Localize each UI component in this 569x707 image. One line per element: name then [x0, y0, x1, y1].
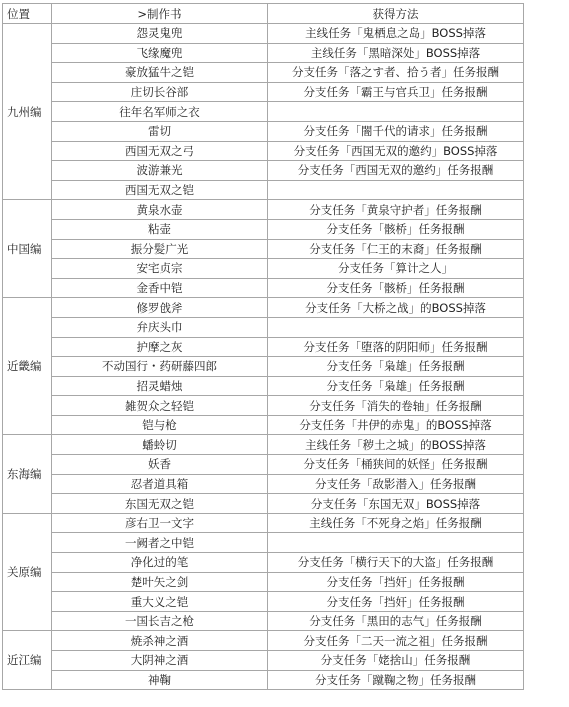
table-body	[3, 24, 524, 690]
method-cell: 分支任务「枭雄」任务报酬	[268, 357, 524, 377]
table-row	[3, 611, 524, 631]
item-cell: 神鞠	[52, 670, 268, 690]
table-row	[3, 592, 524, 612]
item-cell: 修罗戗斧	[52, 298, 268, 318]
method-cell: 主线任务「秽土之城」的BOSS掉落	[268, 435, 524, 455]
table-row	[3, 161, 524, 181]
method-cell: 分支任务「蹴鞠之物」任务报酬	[268, 670, 524, 690]
table-row	[3, 435, 524, 455]
item-cell: 妖香	[52, 455, 268, 475]
item-cell: 焼杀神之酒	[52, 631, 268, 651]
table-row	[3, 63, 524, 83]
method-cell: 主线任务「黑暗深处」BOSS掉落	[268, 43, 524, 63]
method-cell: 分支任务「落之す者、拾う者」任务报酬	[268, 63, 524, 83]
item-cell: 黄泉水壶	[52, 200, 268, 220]
method-cell: 主线任务「不死身之焰」任务报酬	[268, 513, 524, 533]
method-cell: 分支任务「二天一流之祖」任务报酬	[268, 631, 524, 651]
region-cell: 近畿编	[3, 298, 52, 435]
method-cell: 分支任务「挡奸」任务报酬	[268, 592, 524, 612]
method-cell: 分支任务「算计之人」	[268, 259, 524, 279]
table-row	[3, 651, 524, 671]
item-cell: 铠与枪	[52, 415, 268, 435]
table-row	[3, 102, 524, 122]
table-row	[3, 200, 524, 220]
item-cell: 彦右卫一文字	[52, 513, 268, 533]
table-row	[3, 415, 524, 435]
item-cell: 大阴神之酒	[52, 651, 268, 671]
item-cell: 东国无双之铠	[52, 494, 268, 514]
header-row	[3, 4, 524, 24]
table-row	[3, 396, 524, 416]
item-cell: 一阙者之中铠	[52, 533, 268, 553]
item-cell: 忍者道具箱	[52, 474, 268, 494]
table-header	[3, 4, 524, 24]
table-row	[3, 219, 524, 239]
table-row	[3, 494, 524, 514]
method-cell: 分支任务「横行天下的大盗」任务报酬	[268, 553, 524, 573]
table-row	[3, 337, 524, 357]
table-row	[3, 357, 524, 377]
table-row	[3, 121, 524, 141]
method-cell: 分支任务「骸桥」任务报酬	[268, 278, 524, 298]
table-row	[3, 670, 524, 690]
item-cell: 护摩之灰	[52, 337, 268, 357]
method-cell	[268, 317, 524, 337]
table-row	[3, 43, 524, 63]
item-cell: 不动国行・药研藤四郎	[52, 357, 268, 377]
item-cell: 蟠蛉切	[52, 435, 268, 455]
method-cell: 分支任务「井伊的赤鬼」的BOSS掉落	[268, 415, 524, 435]
method-cell	[268, 180, 524, 200]
item-cell: 西国无双之铠	[52, 180, 268, 200]
method-cell: 分支任务「东国无双」BOSS掉落	[268, 494, 524, 514]
method-cell: 主线任务「鬼栖息之岛」BOSS掉落	[268, 24, 524, 44]
method-cell: 分支任务「堕落的阴阳师」任务报酬	[268, 337, 524, 357]
table-row	[3, 317, 524, 337]
method-cell: 分支任务「敌影潜入」任务报酬	[268, 474, 524, 494]
item-cell: 雑贺众之轻铠	[52, 396, 268, 416]
table-row	[3, 553, 524, 573]
table-row	[3, 455, 524, 475]
method-cell: 分支任务「霸王与官兵卫」任务报酬	[268, 82, 524, 102]
table-row	[3, 533, 524, 553]
table-row	[3, 259, 524, 279]
table-row	[3, 474, 524, 494]
item-cell: 振分髪广光	[52, 239, 268, 259]
item-cell: 怨灵鬼兜	[52, 24, 268, 44]
table-row	[3, 180, 524, 200]
method-cell	[268, 533, 524, 553]
table-row	[3, 298, 524, 318]
item-cell: 安宅贞宗	[52, 259, 268, 279]
method-cell: 分支任务「姥捨山」任务报酬	[268, 651, 524, 671]
method-cell: 分支任务「枭雄」任务报酬	[268, 376, 524, 396]
item-cell: 粘壶	[52, 219, 268, 239]
region-cell: 关原编	[3, 513, 52, 631]
item-cell: 一国长吉之枪	[52, 611, 268, 631]
method-cell: 分支任务「桶狭间的妖怪」任务报酬	[268, 455, 524, 475]
table-row	[3, 572, 524, 592]
method-cell: 分支任务「大桥之战」的BOSS掉落	[268, 298, 524, 318]
method-cell: 分支任务「西国无双的邀约」BOSS掉落	[268, 141, 524, 161]
header-item: >制作书	[52, 4, 268, 24]
table-row	[3, 24, 524, 44]
table-row	[3, 513, 524, 533]
item-cell: 弁庆头巾	[52, 317, 268, 337]
table-row	[3, 141, 524, 161]
method-cell	[268, 102, 524, 122]
table-row	[3, 376, 524, 396]
item-cell: 净化过的笔	[52, 553, 268, 573]
header-region: 位置	[3, 4, 52, 24]
region-cell: 近江编	[3, 631, 52, 690]
method-cell: 分支任务「闇千代的请求」任务报酬	[268, 121, 524, 141]
method-cell: 分支任务「黄泉守护者」任务报酬	[268, 200, 524, 220]
table-row	[3, 239, 524, 259]
region-cell: 中国编	[3, 200, 52, 298]
document-page	[2, 3, 524, 690]
region-cell: 东海编	[3, 435, 52, 513]
item-cell: 庄切长谷部	[52, 82, 268, 102]
item-cell: 波游兼光	[52, 161, 268, 181]
item-cell: 重大义之铠	[52, 592, 268, 612]
item-cell: 楚叶矢之剑	[52, 572, 268, 592]
method-cell: 分支任务「挡奸」任务报酬	[268, 572, 524, 592]
item-cell: 飞缘魔兜	[52, 43, 268, 63]
table-row	[3, 631, 524, 651]
table-row	[3, 278, 524, 298]
method-cell: 分支任务「西国无双的邀约」任务报酬	[268, 161, 524, 181]
method-cell: 分支任务「黑田的志气」任务报酬	[268, 611, 524, 631]
method-cell: 分支任务「仁王的末裔」任务报酬	[268, 239, 524, 259]
crafting-book-table	[2, 3, 524, 690]
method-cell: 分支任务「消失的卷轴」任务报酬	[268, 396, 524, 416]
item-cell: 雷切	[52, 121, 268, 141]
region-cell: 九州编	[3, 24, 52, 200]
item-cell: 西国无双之弓	[52, 141, 268, 161]
method-cell: 分支任务「骸桥」任务报酬	[268, 219, 524, 239]
item-cell: 豪放猛牛之铠	[52, 63, 268, 83]
item-cell: 往年名军师之衣	[52, 102, 268, 122]
item-cell: 招灵蜡烛	[52, 376, 268, 396]
table-row	[3, 82, 524, 102]
item-cell: 金香中铠	[52, 278, 268, 298]
header-method: 获得方法	[268, 4, 524, 24]
